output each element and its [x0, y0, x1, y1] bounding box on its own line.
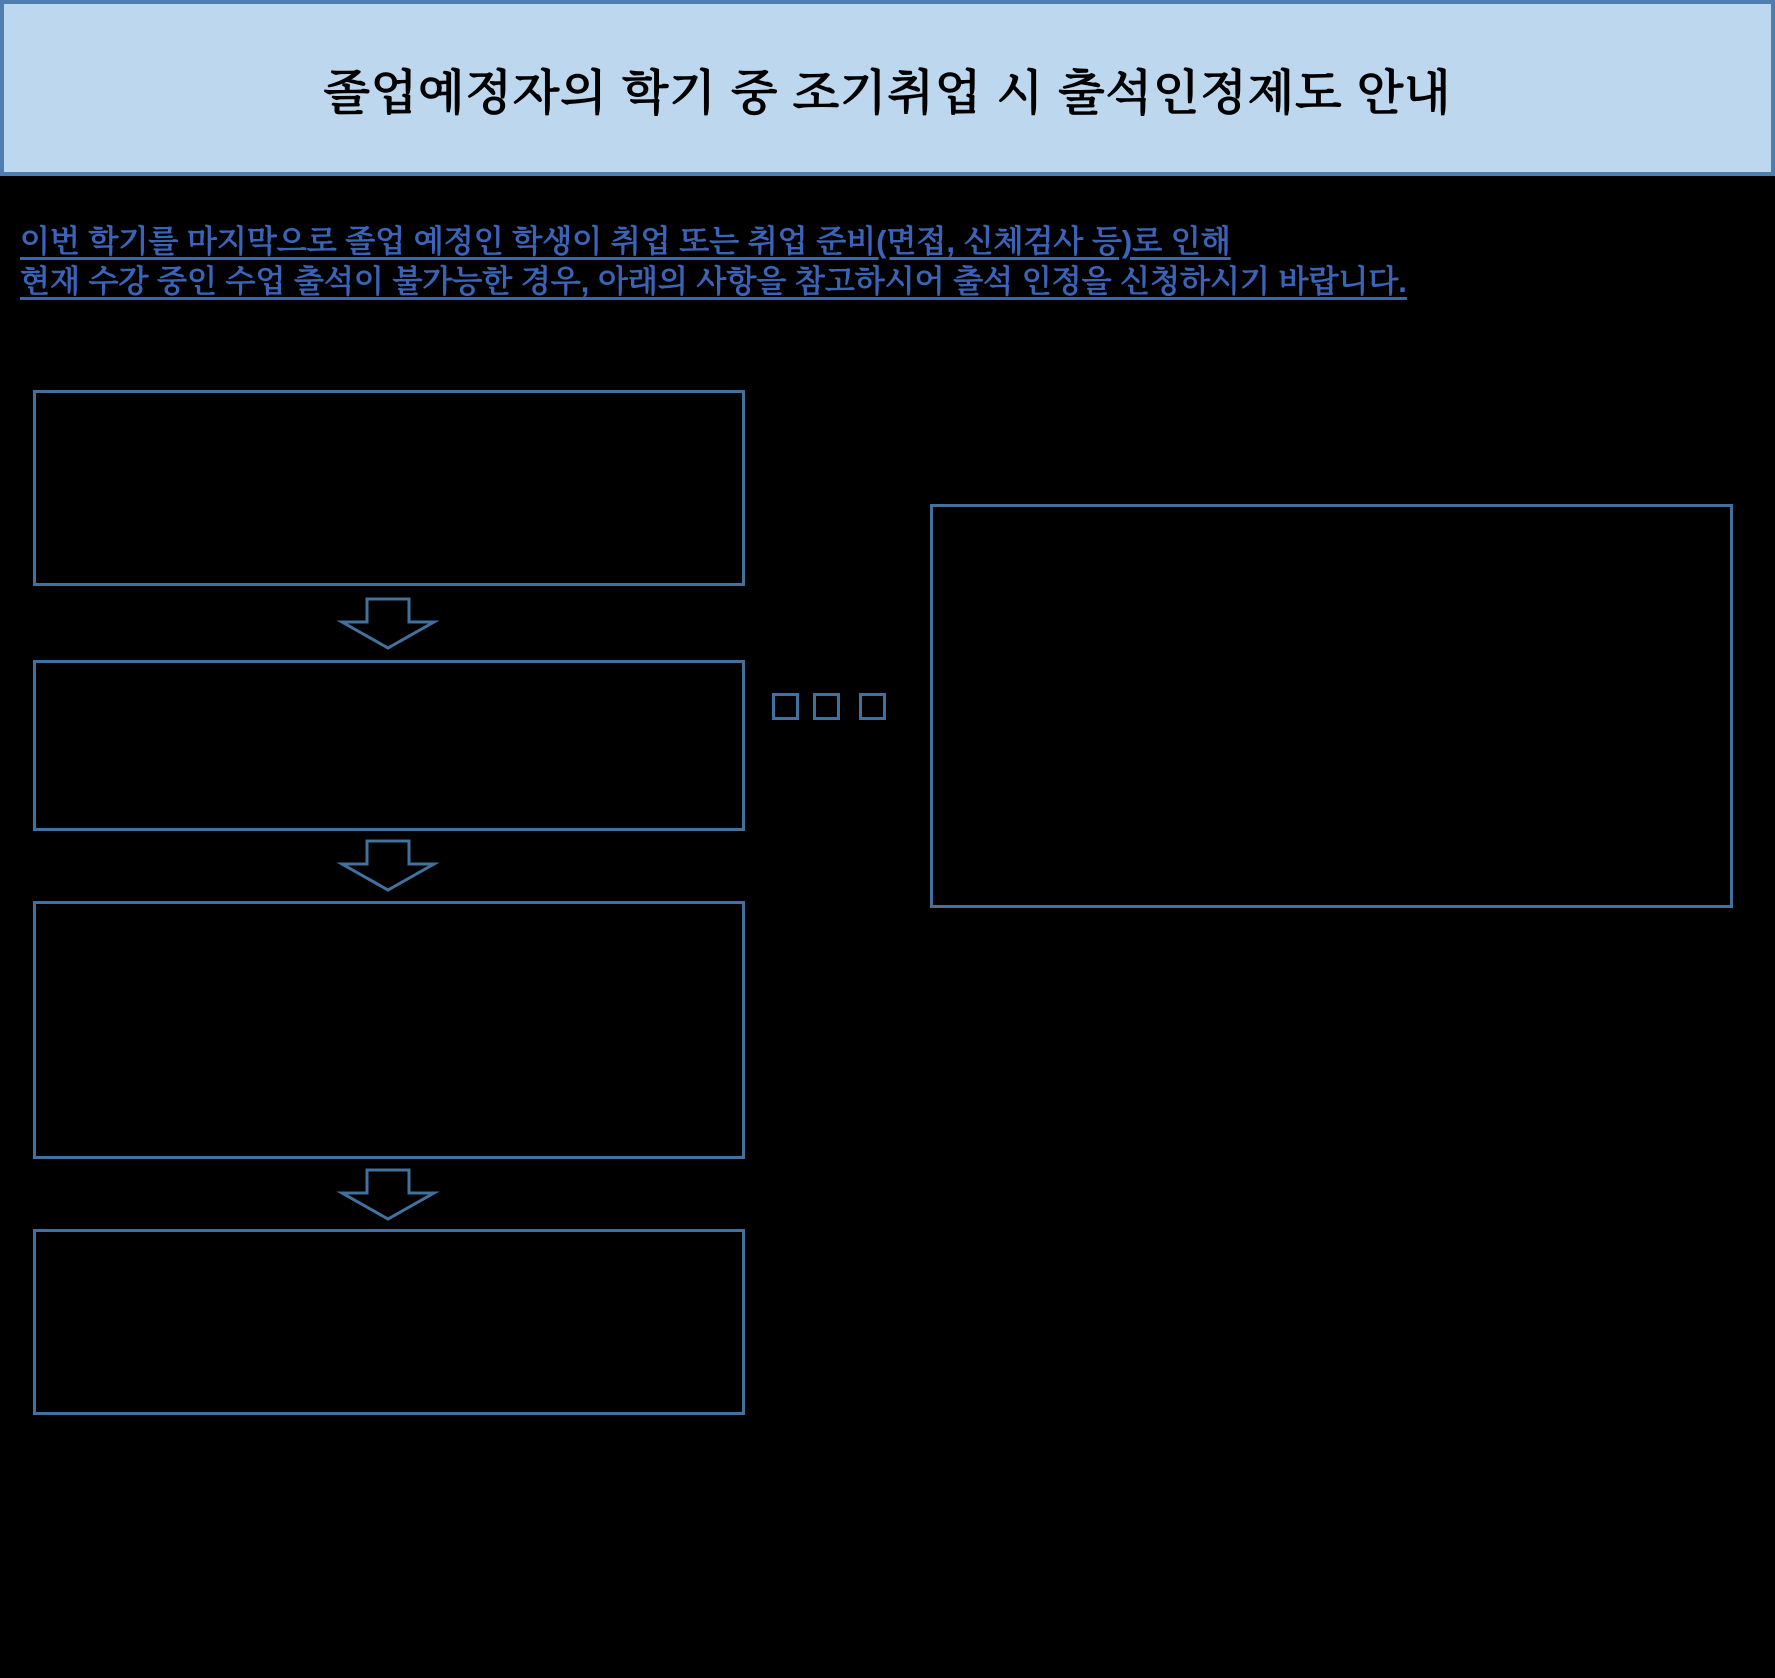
down-block-arrow-icon [340, 1168, 437, 1221]
intro-text [20, 222, 1407, 302]
side-info-box [930, 504, 1733, 908]
square-outline-icon [813, 693, 840, 720]
square-outline-icon [859, 693, 886, 720]
flow-step-box-3 [33, 901, 745, 1159]
page-title: 졸업예정자의 학기 중 조기취업 시 출석인정제도 안내 [323, 66, 1452, 120]
down-block-arrow-icon [340, 597, 437, 650]
down-block-arrow-icon [340, 839, 437, 892]
intro-line-2: 현재 수강 중인 수업 출석이 불가능한 경우, 아래의 사항을 참고하시어 출석 인정을 신청하시기 바랍니다. [20, 264, 1407, 299]
square-outline-icon [772, 693, 799, 720]
flow-step-box-4 [33, 1229, 745, 1415]
flow-step-box-2 [33, 660, 745, 831]
flow-step-box-1 [33, 390, 745, 586]
header-banner [0, 0, 1775, 176]
intro-line-1: 이번 학기를 마지막으로 졸업 예정인 학생이 취업 또는 취업 준비(면접, 신체검사 등)로 인해 [20, 224, 1231, 259]
